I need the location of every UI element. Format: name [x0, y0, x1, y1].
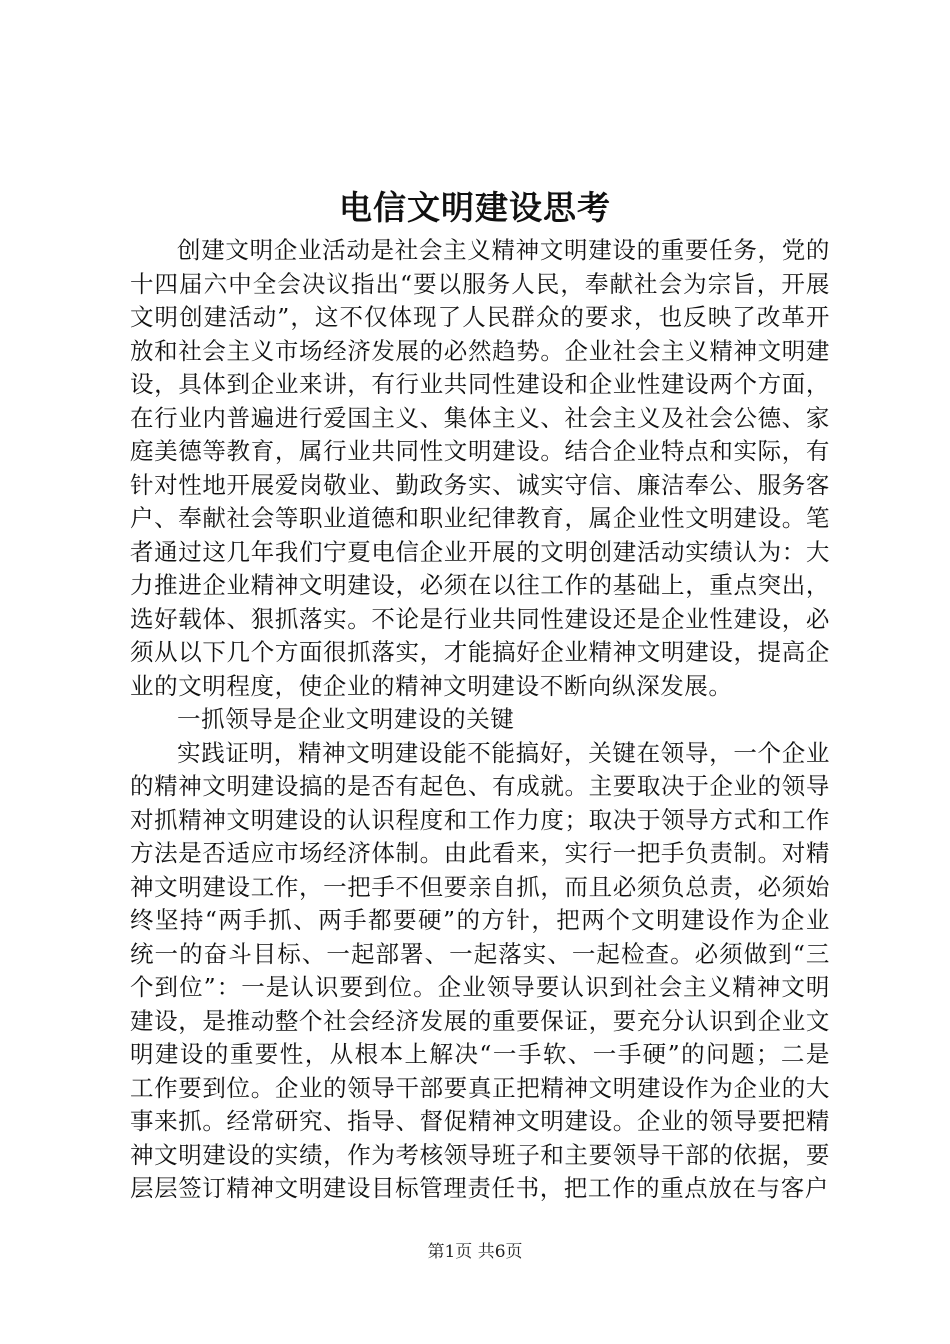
- page-number-footer: 第1页 共6页: [427, 1242, 523, 1262]
- document-body: [130, 234, 830, 1206]
- section-heading: 一抓领导是企业文明建设的关键: [177, 705, 515, 733]
- paragraph-leadership: 实践证明，精神文明建设能不能搞好，关键在领导，一个企业的精神文明建设搞的是否有起色、有成就。主要取决于企业的领导对抓精神文明建设的认识程度和工作力度；取决于领导方式和工作方法是否适应市场经济体制。由此看来，实行一把手负责制。对精神文明建设工作，一把手不但要亲自抓，而且必须负总责，必须始终坚持“两手抓、两手都要硬”的方针，把两个文明建设作为企业统一的奋斗目标、一起部署、一起落实、一起检查。必须做到“三个到位”：一是认识要到位。企业领导要认识到社会主义精神文明建设，是推动整个社会经济发展的重要保证，要充分认识到企业文明建设的重要性，从根本上解决“一手软、一手硬”的问题；二是工作要到位。企业的领导干部要真正把精神文明建设作为企业的大事来抓。经常研究、指导、督促精神文明建设。企业的领导要把精神文明建设的实绩，作为考核领导班子和主要领导干部的依据，要层层签订精神文明建设目标管理责任书，把工作的重点放在与客户: [130, 738, 830, 1202]
- document-title: 电信文明建设思考: [339, 188, 611, 227]
- paragraph-intro: 创建文明企业活动是社会主义精神文明建设的重要任务，党的十四届六中全会决议指出“要以服务人民，奉献社会为宗旨，开展文明创建活动”，这不仅体现了人民群众的要求，也反映了改革开放和社会主义市场经济发展的必然趋势。企业社会主义精神文明建设，具体到企业来讲，有行业共同性建设和企业性建设两个方面，在行业内普遍进行爱国主义、集体主义、社会主义及社会公德、家庭美德等教育，属行业共同性文明建设。结合企业特点和实际，有针对性地开展爱岗敬业、勤政务实、诚实守信、廉洁奉公、服务客户、奉献社会等职业道德和职业纪律教育，属企业性文明建设。笔者通过这几年我们宁夏电信企业开展的文明创建活动实绩认为：大力推进企业精神文明建设，必须在以往工作的基础上，重点突出，选好载体、狠抓落实。不论是行业共同性建设还是企业性建设，必须从以下几个方面很抓落实，才能搞好企业精神文明建设，提高企业的文明程度，使企业的精神文明建设不断向纵深发展。: [130, 236, 830, 700]
